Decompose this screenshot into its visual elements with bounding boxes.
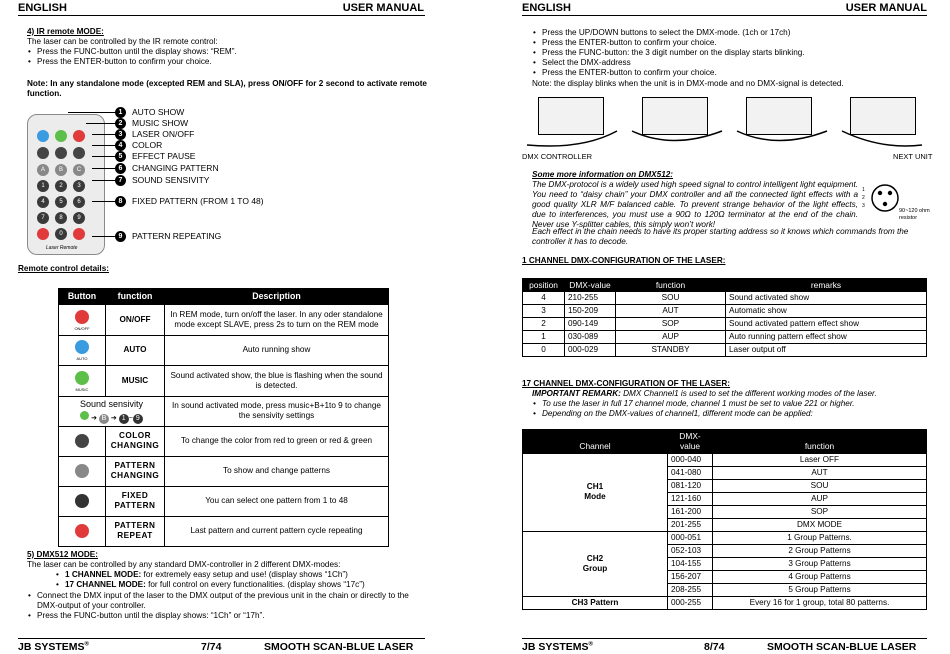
table-row (523, 305, 927, 318)
remote-label (115, 196, 264, 207)
column-header: position (523, 279, 565, 292)
function-cell: FIXED PATTERN (106, 486, 165, 516)
column-header: Description (165, 289, 389, 305)
footer-brand (522, 641, 593, 654)
list-item (55, 580, 425, 590)
cell: SOU (713, 479, 927, 492)
button-cell (59, 516, 106, 546)
table-header-row (523, 279, 927, 292)
pointer-line (86, 123, 115, 124)
column-header: DMX-value (668, 430, 713, 454)
cell: 121-160 (668, 492, 713, 505)
dmx-modes (55, 570, 425, 590)
dmx-info-text: The DMX-protocol is a widely used high speed signal to control intelligent light equipment. You need to “daisy chain” your DMX controller and all the connected light effects with a good quality XLR M/F balanced cable. To prevent strange behavior of the light effects, due to interferences, you must use a 90Ω to 120Ω terminator at the end of the chain. Never use Y-splitter cables, this simply won’t work! (532, 180, 858, 229)
dmx-note (532, 79, 844, 89)
column-header: remarks (726, 279, 927, 292)
music-icon (75, 371, 89, 385)
cell: 4 (523, 292, 565, 305)
label-text: COLOR (132, 140, 163, 150)
key-4: 4 (37, 196, 49, 208)
column-header: function (106, 289, 165, 305)
description-cell: In REM mode, turn on/off the laser. In any oder standalone mode except SLAVE, press 2s to turn on the REM mode (165, 304, 389, 335)
key-blank (73, 147, 85, 159)
pin-label: 3 (862, 203, 865, 209)
label-text: FIXED PATTERN (FROM 1 TO 48) (132, 196, 264, 206)
key-a: A (37, 164, 49, 176)
pointer-line (92, 236, 115, 237)
cell: Automatic show (726, 305, 927, 318)
remark-list (532, 399, 922, 419)
cell: 000-051 (668, 531, 713, 544)
remark-text: DMX Channel1 is used to set the different working modes of the laser. (620, 389, 877, 398)
number-badge: 3 (115, 129, 126, 140)
cell: 000-040 (668, 453, 713, 466)
pointer-line (92, 180, 115, 181)
number-badge: 5 (115, 151, 126, 162)
pause-icon (55, 147, 67, 159)
remark-label: IMPORTANT REMARK: (532, 389, 621, 398)
channel-sublabel: Mode (584, 492, 606, 501)
footer-rule (522, 638, 927, 639)
list-item: • Press the FUNC-button until the display shows: “1Ch” or “17h”. (27, 611, 427, 621)
cell: Laser output off (726, 344, 927, 357)
function-cell: COLOR CHANGING (106, 426, 165, 456)
color-icon (75, 434, 89, 448)
description-cell: To change the color from red to green or red & green (165, 426, 389, 456)
column-header: function (713, 430, 927, 454)
cell: 090-149 (565, 318, 616, 331)
list-item: • Press the ENTER-button to confirm your choice. (532, 68, 922, 78)
fixed-icon (75, 494, 89, 508)
dmx-steps (532, 28, 922, 78)
channel-cell (523, 453, 668, 531)
icon-caption: MUSIC (75, 386, 89, 392)
remote-label (115, 231, 221, 242)
remote-details-table (58, 288, 389, 547)
list-item: • Press the ENTER-button to confirm your choice. (27, 57, 417, 67)
registered-mark: ® (588, 641, 593, 648)
cell: AUP (713, 492, 927, 505)
dmx-controller-label: DMX CONTROLLER (522, 152, 593, 161)
description-cell: To show and change patterns (165, 456, 389, 486)
cell: SOP (616, 318, 726, 331)
sensivity-cell (59, 396, 165, 426)
remote-label (115, 163, 219, 174)
label-text: LASER ON/OFF (132, 129, 195, 139)
key-8: 8 (55, 212, 67, 224)
ir-mode-title: 4) IR remote MODE: (27, 27, 104, 36)
description-cell: Auto running show (165, 335, 389, 365)
button-cell (59, 426, 106, 456)
remote-label (115, 107, 184, 118)
description-cell: Last pattern and current pattern cycle repeating (165, 516, 389, 546)
key-b: B (55, 164, 67, 176)
ir-intro: The laser can be controlled by the IR remote control: (27, 37, 218, 46)
cell: 041-080 (668, 466, 713, 479)
table-row (59, 335, 389, 365)
cell: Laser OFF (713, 453, 927, 466)
function-cell: PATTERN CHANGING (106, 456, 165, 486)
cell: 208-255 (668, 583, 713, 596)
pin-label: 2 (862, 195, 865, 201)
list-item (55, 570, 425, 580)
cell: 156-207 (668, 570, 713, 583)
footer-page-number: 8/74 (704, 641, 725, 653)
key-2: 2 (55, 180, 67, 192)
list-item: • Press the FUNC-button until the display shows: “REM”. (27, 47, 417, 57)
repeat-icon (37, 228, 49, 240)
table-row (59, 396, 389, 426)
cell: Sound activated pattern effect show (726, 318, 927, 331)
one-channel-table (522, 278, 927, 357)
key-1: 1 (37, 180, 49, 192)
table-header-row (523, 430, 927, 454)
label-text: MUSIC SHOW (132, 118, 189, 128)
key-5: 5 (55, 196, 67, 208)
repeat-icon (75, 524, 89, 538)
footer-rule (18, 638, 425, 639)
table-row (59, 486, 389, 516)
function-cell: PATTERN REPEAT (106, 516, 165, 546)
channel-sublabel: Group (582, 563, 608, 573)
one-channel-title: 1 CHANNEL DMX-CONFIGURATION OF THE LASER: (522, 256, 726, 265)
seventeen-channel-title: 17 CHANNEL DMX-CONFIGURATION OF THE LASER: (522, 379, 731, 388)
repeat-icon (73, 228, 85, 240)
channel-label: CH1 (586, 482, 604, 491)
cell: 5 Group Patterns (713, 583, 927, 596)
description-cell: Sound activated show, the blue is flashing when the sound is detected. (165, 365, 389, 396)
header-title: USER MANUAL (342, 2, 424, 14)
tilde: ~ (128, 414, 133, 422)
number-badge: 8 (115, 196, 126, 207)
table-row (59, 456, 389, 486)
remote-control-image (27, 114, 105, 255)
key-b: B (99, 414, 109, 424)
number-badge: 7 (115, 175, 126, 186)
cell: 4 Group Patterns (713, 570, 927, 583)
footer-page-number: 7/74 (201, 641, 222, 653)
function-cell: MUSIC (106, 365, 165, 396)
table-row (523, 331, 927, 344)
pointer-line (92, 134, 115, 135)
button-cell (59, 335, 106, 365)
cell: 1 Group Patterns. (713, 531, 927, 544)
header-rule (522, 15, 927, 16)
brand-text: JB SYSTEMS (522, 641, 589, 653)
pointer-line (92, 201, 115, 202)
music-icon (55, 130, 67, 142)
footer-product: SMOOTH SCAN-BLUE LASER (767, 641, 917, 653)
sensivity-label: Sound sensivity (79, 398, 144, 409)
key-9: 9 (73, 212, 85, 224)
cell: STANDBY (616, 344, 726, 357)
label-text: PATTERN REPEATING (132, 231, 222, 241)
column-header: Button (59, 289, 106, 305)
header-rule (18, 15, 425, 16)
remote-label (115, 118, 188, 129)
ir-steps (27, 47, 417, 67)
list-item: • Press the FUNC-button: the 3 digit number on the display starts blinking. (532, 48, 922, 58)
pin-label: 1 (862, 187, 865, 193)
mode-name: 1 CHANNEL MODE: (65, 570, 142, 579)
table-row (59, 516, 389, 546)
pointer-line (92, 168, 115, 169)
description-cell: In sound activated mode, press music+B+1to 9 to change the sensivity settings (165, 396, 389, 426)
button-cell (59, 456, 106, 486)
footer-brand (18, 641, 89, 654)
table-row (523, 531, 927, 544)
dmx-steps (27, 591, 427, 621)
key-1: 1 (119, 414, 129, 424)
cell: 3 Group Patterns (713, 557, 927, 570)
number-badge: 4 (115, 140, 126, 151)
icon-caption: ON/OFF (74, 325, 90, 331)
cell: AUP (616, 331, 726, 344)
note-text: Note: the display blinks when the unit is in DMX-mode and no DMX-signal is detected. (532, 79, 844, 88)
remote-label (115, 129, 194, 140)
key-9: 9 (133, 414, 143, 424)
column-header: Channel (523, 430, 668, 454)
music-icon (80, 411, 89, 420)
power-icon (73, 130, 85, 142)
cell: Every 16 for 1 group, total 80 patterns. (713, 596, 927, 609)
label-text: AUTO SHOW (132, 107, 185, 117)
dmx-cable-diagram (522, 95, 927, 150)
table-row (59, 365, 389, 396)
cell: AUT (713, 466, 927, 479)
button-cell (59, 365, 106, 396)
table-row (523, 344, 927, 357)
header-language: ENGLISH (18, 2, 67, 14)
label-text: EFFECT PAUSE (132, 151, 196, 161)
ir-note: Note: In any standalone mode (excepted REM and SLA), press ON/OFF for 2 second to activate remote function. (27, 79, 427, 98)
remote-label (115, 175, 209, 186)
cell: 1 (523, 331, 565, 344)
header-title: USER MANUAL (845, 2, 927, 14)
list-item: • Connect the DMX input of the laser to the DMX output of the previous unit in the chain or directly to the DMX-output of your controller. (27, 591, 427, 611)
key-0: 0 (55, 228, 67, 240)
key-3: 3 (73, 180, 85, 192)
power-icon (75, 310, 89, 324)
number-badge: 6 (115, 163, 126, 174)
column-header: function (616, 279, 726, 292)
remote-label (115, 140, 162, 151)
number-badge: 2 (115, 118, 126, 129)
cell: 000-029 (565, 344, 616, 357)
seventeen-channel-table (522, 429, 927, 610)
cell: 000-255 (668, 596, 713, 609)
auto-icon (75, 340, 89, 354)
right-page (475, 0, 950, 654)
cell: 052-103 (668, 544, 713, 557)
key-6: 6 (73, 196, 85, 208)
cell: 030-089 (565, 331, 616, 344)
cell: 201-255 (668, 518, 713, 531)
button-cell (59, 304, 106, 335)
icon-caption: AUTO (76, 356, 88, 362)
cell: 081-120 (668, 479, 713, 492)
key-c: C (73, 164, 85, 176)
color-icon (37, 147, 49, 159)
channel-label: CH2 (586, 553, 604, 563)
table-row (523, 596, 927, 609)
description-cell: You can select one pattern from 1 to 48 (165, 486, 389, 516)
dmx-info-title: Some more information on DMX512: (532, 170, 674, 179)
number-badge: 1 (115, 107, 126, 118)
mode-name: 17 CHANNEL MODE: (65, 580, 146, 589)
remote-details-title: Remote control details: (18, 264, 109, 273)
cell: SOU (616, 292, 726, 305)
important-remark (532, 389, 877, 399)
footer-product: SMOOTH SCAN-BLUE LASER (264, 641, 414, 653)
table-row (59, 304, 389, 335)
cell: Auto running pattern effect show (726, 331, 927, 344)
cell: SOP (713, 505, 927, 518)
xlr-connector-icon (870, 183, 900, 213)
cell: AUT (616, 305, 726, 318)
table-row (523, 292, 927, 305)
registered-mark: ® (84, 641, 89, 648)
next-unit-label: NEXT UNIT (893, 152, 933, 161)
auto-icon (37, 130, 49, 142)
cell: 2 Group Patterns (713, 544, 927, 557)
function-cell: ON/OFF (106, 304, 165, 335)
list-item: • Press the UP/DOWN buttons to select the DMX-mode. (1ch or 17ch) (532, 28, 922, 38)
table-row (523, 318, 927, 331)
cell: 161-200 (668, 505, 713, 518)
cell: Sound activated show (726, 292, 927, 305)
cell: 210-255 (565, 292, 616, 305)
pointer-line (92, 145, 115, 146)
table-header-row (59, 289, 389, 305)
number-badge: 9 (115, 231, 126, 242)
pointer-line (68, 112, 115, 113)
dmx-mode-title: 5) DMX512 MODE: (27, 550, 98, 559)
dmx-intro: The laser can be controlled by any standard DMX-controller in 2 different DMX-modes: (27, 560, 341, 569)
dmx-info-text-2: Each effect in the chain needs to have its proper starting address so it knows which commands from the controller it has to decode. (532, 227, 909, 246)
channel-cell: CH3 Pattern (523, 596, 668, 609)
cell: 150-209 (565, 305, 616, 318)
list-item: • Press the ENTER-button to confirm your choice. (532, 38, 922, 48)
list-item: • Select the DMX-address (532, 58, 922, 68)
key-7: 7 (37, 212, 49, 224)
function-cell: AUTO (106, 335, 165, 365)
mode-text: for extremely easy setup and use! (display shows “1Ch”) (141, 570, 348, 579)
cell: 3 (523, 305, 565, 318)
sensivity-keys: ➔ B ➔ 1 ~ 9 (62, 411, 161, 424)
button-cell (59, 486, 106, 516)
resistor-label: 90~120 ohm resistor (899, 208, 930, 221)
header-language: ENGLISH (522, 2, 571, 14)
cell: 0 (523, 344, 565, 357)
list-item: • To use the laser in full 17 channel mode, channel 1 must be set to value 221 or higher. (532, 399, 922, 409)
cell: 2 (523, 318, 565, 331)
remote-brand: Laser Remote (46, 245, 78, 251)
channel-cell (523, 531, 668, 596)
table-row (59, 426, 389, 456)
label-text: CHANGING PATTERN (132, 163, 219, 173)
column-header: DMX-value (565, 279, 616, 292)
list-item: • Depending on the DMX-values of channel1, different mode can be applied: (532, 409, 922, 419)
xlr-pin-labels (862, 186, 865, 210)
brand-text: JB SYSTEMS (18, 641, 85, 653)
cell: 104-155 (668, 557, 713, 570)
cell: DMX MODE (713, 518, 927, 531)
pattern-icon (75, 464, 89, 478)
pointer-line (92, 156, 115, 157)
remote-label (115, 151, 195, 162)
table-row (523, 453, 927, 466)
label-text: SOUND SENSIVITY (132, 175, 210, 185)
mode-text: for full control on every functionalities. (display shows “17c”) (145, 580, 365, 589)
